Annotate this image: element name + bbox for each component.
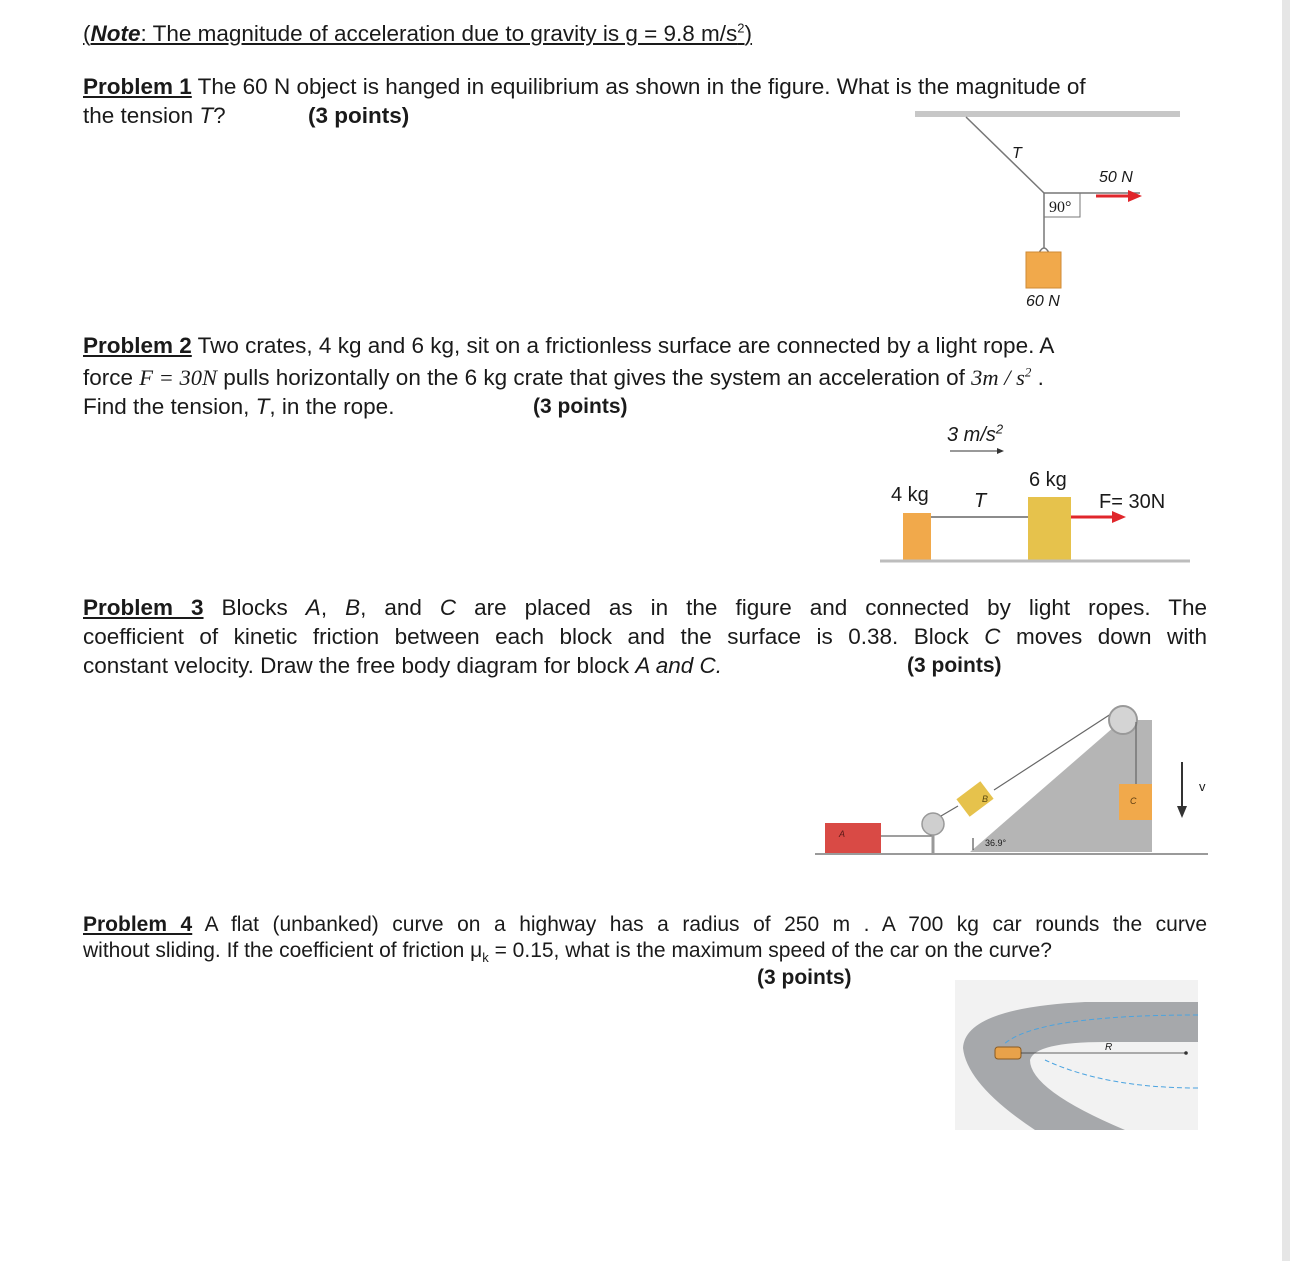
accel-arrow-head [997, 448, 1004, 454]
problem4-line2: without sliding. If the coefficient of friction $\mu_k = 0.15$, what is the maximum speed of the car on the curve? [83, 939, 1052, 966]
block-a-label: A [839, 829, 846, 839]
rope-b [941, 806, 958, 816]
force-arrow-head [1128, 190, 1142, 202]
ceiling-bar [915, 111, 1180, 117]
problem3-figure [810, 700, 1220, 870]
weight-label-p1: 60 N [1026, 293, 1060, 310]
problem4-figure [955, 980, 1198, 1130]
radius-label: R [1105, 1042, 1113, 1053]
crate-4kg [903, 513, 931, 561]
angle-label-p3: 36.9° [985, 838, 1007, 848]
problem2-line3: Find the tension, T, in the rope. [83, 394, 395, 419]
problem2-title: Problem 2 [83, 333, 192, 358]
velocity-arrow-head [1177, 806, 1187, 818]
problem2-points: (3 points) [533, 395, 628, 418]
block-c-label: C [1130, 796, 1137, 806]
problem1-title: Problem 1 [83, 74, 192, 99]
block-b [956, 781, 993, 817]
problem3-line3: constant velocity. Draw the free body diagram for block A and C. [83, 653, 723, 678]
weight-block [1026, 252, 1061, 288]
force-label-p1: 50 N [1099, 169, 1133, 186]
force-label-p2: F= 30N [1099, 491, 1166, 513]
tension-label-p2: T [974, 490, 987, 512]
page-edge [1282, 0, 1290, 1261]
problem1-line1: Problem 1 The 60 N object is hanged in equilibrium as shown in the figure. What is the magnitude of [83, 74, 1086, 99]
crate-6kg [1028, 497, 1071, 561]
velocity-label: v [1199, 779, 1206, 794]
mass1-label: 4 kg [891, 484, 929, 506]
problem3-line2: coefficient of kinetic friction between each block and the surface is 0.38. Block C moves down with [83, 624, 1207, 649]
problem3-title: Problem 3 [83, 595, 204, 620]
problem1-points: (3 points) [308, 103, 410, 128]
mass2-label: 6 kg [1029, 469, 1067, 491]
problem1-line2: the tension T? [83, 103, 226, 128]
problem2-line2: force F = 30N pulls horizontally on the 6 kg crate that gives the system an acceleration of $3m / s^2$ . [83, 364, 1044, 390]
problem4-title: Problem 4 [83, 913, 193, 936]
center-point [1184, 1051, 1188, 1055]
pulley-2 [1109, 706, 1137, 734]
problem3-points: (3 points) [907, 654, 1002, 677]
block-b-label: B [982, 794, 989, 804]
gravity-note: (Note: The magnitude of acceleration due to gravity is g = 9.8 $m/s^2$) [83, 20, 753, 46]
accel-label-p2: 3 $m/s^2$ [947, 421, 1004, 446]
problem4-points: (3 points) [757, 966, 852, 989]
tension-label-p1: T [1012, 145, 1022, 162]
angle-label-p1: 90° [1049, 199, 1072, 216]
tension-rope [966, 117, 1044, 193]
block-a [825, 823, 881, 853]
problem3-line1: Problem 3 Blocks A, B, and C are placed as in the figure and connected by light ropes. The [83, 595, 1207, 620]
problem2-line1: Problem 2 Two crates, 4 kg and 6 kg, sit on a frictionless surface are connected by a light rope. A [83, 333, 1055, 358]
problem4-line1: Problem 4 A flat (unbanked) curve on a highway has a radius of 250 m . A 700 kg car rounds the curve [83, 913, 1207, 936]
pulley-1 [922, 813, 944, 835]
car [995, 1047, 1021, 1059]
